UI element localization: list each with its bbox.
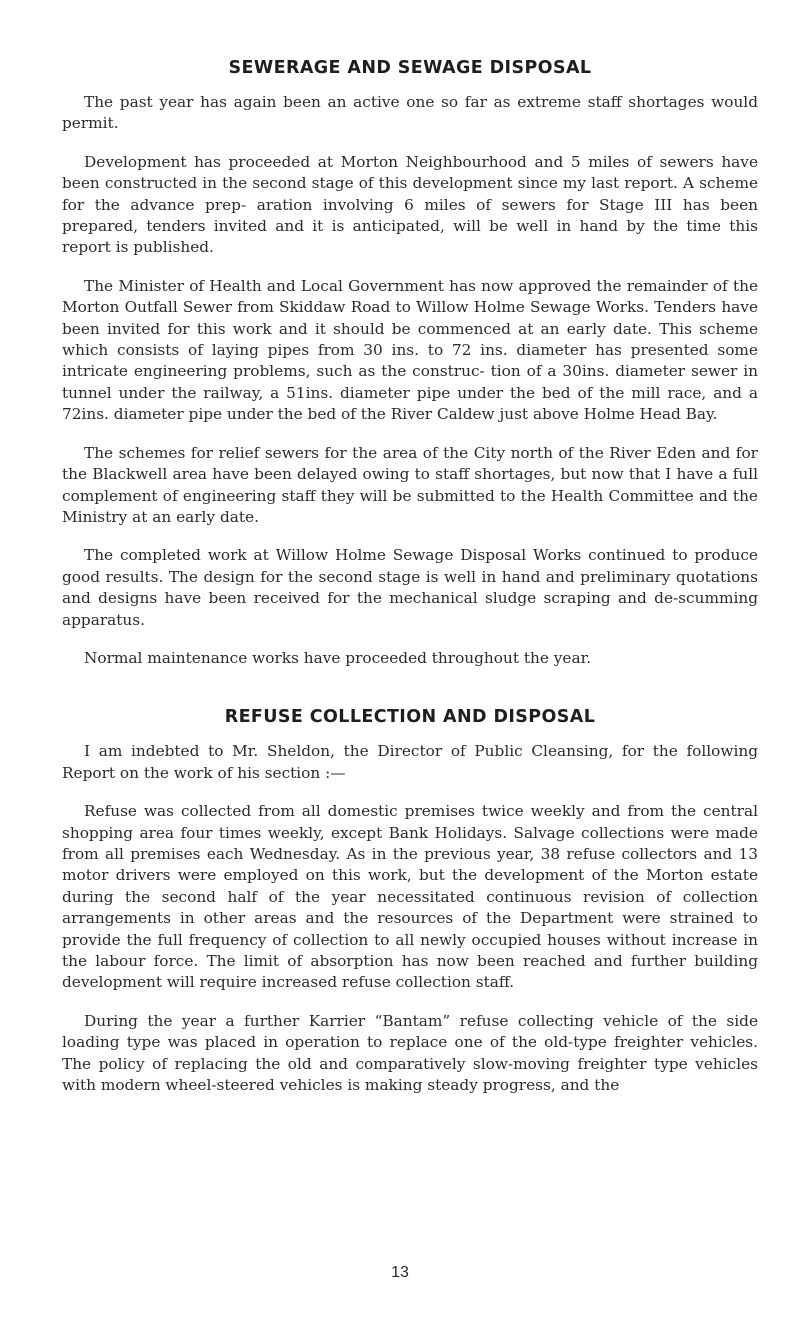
paragraph: I am indebted to Mr. Sheldon, the Director of Public Cleansing, for the following Report on the work of his section :—	[62, 742, 758, 782]
paragraph: The completed work at Willow Holme Sewage Disposal Works continued to produce good results. The design for the second stage is well in hand and preliminary quotations and designs have been received for the mechanical sludge scraping and de-scumming apparatus.	[62, 546, 758, 629]
page-number: 13	[391, 1264, 409, 1281]
paragraph: The schemes for relief sewers for the area of the City north of the River Eden and for the Blackwell area have been delayed owing to staff shortages, but now that I have a full complement of engineering staff they will be submitted to the Health Committee and the Ministry at an early date.	[62, 443, 758, 526]
document-page	[62, 58, 758, 1113]
paragraph: During the year a further Karrier “Bantam” refuse collecting vehicle of the side loading type was placed in operation to replace one of the old-type freighter vehicles. The policy of replacing the old and comparatively slow-moving freighter type vehicles with modern wheel-steered vehicles is making steady progress, and the	[62, 1011, 758, 1095]
section-heading-refuse: REFUSE COLLECTION AND DISPOSAL	[224, 707, 596, 728]
section-heading-sewerage: SEWERAGE AND SEWAGE DISPOSAL	[228, 58, 592, 78]
paragraph: The Minister of Health and Local Government has now approved the remainder of the Morton Outfall Sewer from Skiddaw Road to Willow Holme Sewage Works. Tenders have been invited for this work and it should be commenced at an early date. This scheme which consists of laying pipes from 30 ins. to 72 ins. diameter has presented some intricate engineering problems, such as the construc- tion of a 30ins. diameter sewer in tunnel under the railway, a 51ins. diameter pipe under the bed of the mill race, and a 72ins. diameter pipe under the bed of the River Caldew just above Holme Head Bay.	[62, 276, 758, 424]
paragraph: Development has proceeded at Morton Neighbourhood and 5 miles of sewers have been constructed in the second stage of this development since my last report. A scheme for the advance prep- aration involving 6 miles of sewers for Stage III has been prepared, tenders invited and it is anticipated, will be well in hand by the time this report is published.	[62, 152, 758, 257]
paragraph: Normal maintenance works have proceeded throughout the year.	[84, 648, 592, 667]
paragraph: The past year has again been an active one so far as extreme staff shortages would permit.	[62, 93, 758, 133]
paragraph: Refuse was collected from all domestic premises twice weekly and from the central shopping area four times weekly, except Bank Holidays. Salvage collections were made from all premises each Wednesday. As in the previous year, 38 refuse collectors and 13 motor drivers were employed on this work, but the development of the Morton estate during the second half of the year necessitated continuous revision of collection arrangements in other areas and the resources of the Department were strained to provide the full frequency of collection to all newly occupied houses without increase in the labour force. The limit of absorption has now been reached and further building development will require increased refuse collection staff.	[62, 802, 758, 992]
